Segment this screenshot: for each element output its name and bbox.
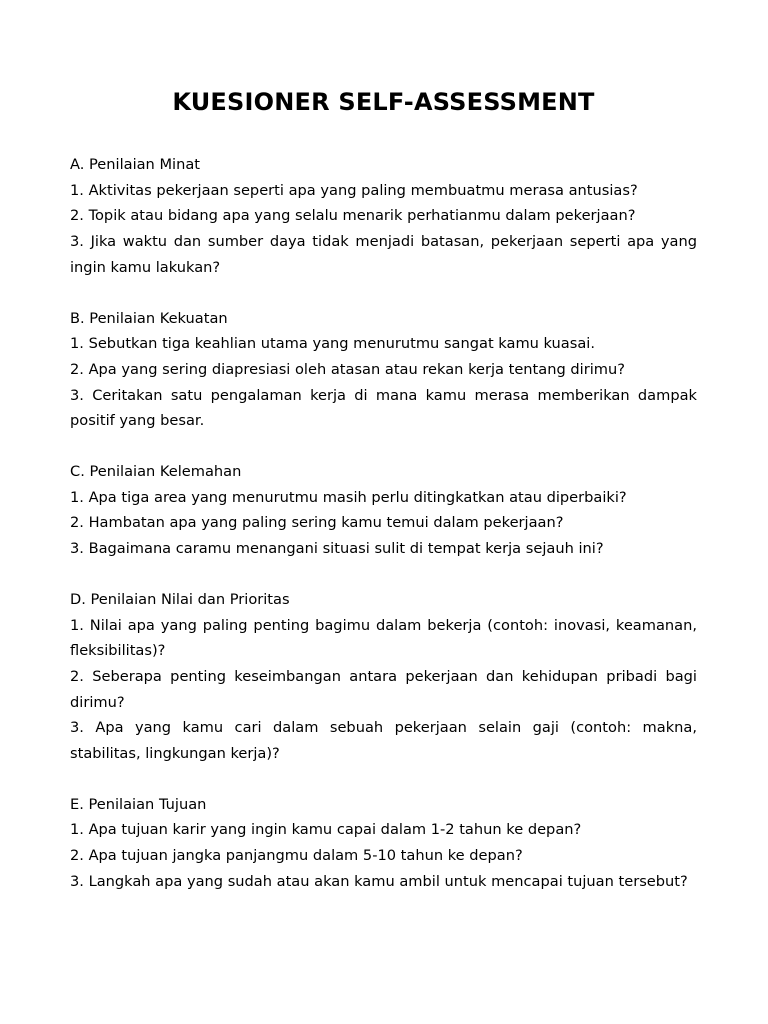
section-heading: E. Penilaian Tujuan xyxy=(70,795,207,813)
question-list xyxy=(70,485,697,562)
question-item: 3. Jika waktu dan sumber daya tidak menjadi batasan, pekerjaan seperti apa yang ingin kamu lakukan? xyxy=(70,233,697,276)
question-item: 1. Apa tujuan karir yang ingin kamu capai dalam 1-2 tahun ke depan? xyxy=(70,821,582,839)
section-spacer xyxy=(70,434,697,459)
question-list xyxy=(70,331,697,434)
question-item: 1. Nilai apa yang paling penting bagimu dalam bekerja (contoh: inovasi, keamanan, fleksibilitas)? xyxy=(70,616,697,660)
section-spacer xyxy=(70,562,697,587)
title-spacer xyxy=(70,118,697,152)
section-penilaian-minat xyxy=(70,152,697,281)
question-item: 3. Ceritakan satu pengalaman kerja di mana kamu merasa memberikan dampak positif yang besar. xyxy=(70,386,697,430)
section-spacer xyxy=(70,767,697,792)
section-penilaian-kekuatan xyxy=(70,306,697,435)
section-penilaian-nilai-dan-prioritas xyxy=(70,587,697,767)
question-item: 2. Apa tujuan jangka panjangmu dalam 5-10 tahun ke depan? xyxy=(70,847,523,865)
question-item: 1. Aktivitas pekerjaan seperti apa yang paling membuatmu merasa antusias? xyxy=(70,181,638,199)
question-item: 2. Seberapa penting keseimbangan antara pekerjaan dan kehidupan pribadi bagi dirimu? xyxy=(70,667,697,711)
question-item: 3. Apa yang kamu cari dalam sebuah pekerjaan selain gaji (contoh: makna, stabilitas, lingkungan kerja)? xyxy=(70,719,697,763)
question-item: 3. Langkah apa yang sudah atau akan kamu ambil untuk mencapai tujuan tersebut? xyxy=(70,872,688,890)
section-penilaian-kelemahan xyxy=(70,459,697,562)
section-heading: D. Penilaian Nilai dan Prioritas xyxy=(70,590,290,608)
question-item: 1. Sebutkan tiga keahlian utama yang menurutmu sangat kamu kuasai. xyxy=(70,335,595,353)
section-spacer xyxy=(70,281,697,306)
question-list xyxy=(70,178,697,281)
question-list xyxy=(70,817,697,894)
section-heading: C. Penilaian Kelemahan xyxy=(70,463,242,481)
question-list xyxy=(70,613,697,767)
question-item: 2. Hambatan apa yang paling sering kamu temui dalam pekerjaan? xyxy=(70,514,564,532)
question-item: 3. Bagaimana caramu menangani situasi sulit di tempat kerja sejauh ini? xyxy=(70,540,604,558)
question-item: 1. Apa tiga area yang menurutmu masih perlu ditingkatkan atau diperbaiki? xyxy=(70,488,627,506)
question-item: 2. Topik atau bidang apa yang selalu menarik perhatianmu dalam pekerjaan? xyxy=(70,207,636,225)
section-heading: B. Penilaian Kekuatan xyxy=(70,309,228,327)
section-penilaian-tujuan xyxy=(70,792,697,895)
question-item: 2. Apa yang sering diapresiasi oleh atasan atau rekan kerja tentang dirimu? xyxy=(70,360,625,378)
section-heading: A. Penilaian Minat xyxy=(70,156,201,173)
document-page xyxy=(70,86,697,895)
document-title: KUESIONER SELF-ASSESSMENT xyxy=(172,88,595,116)
